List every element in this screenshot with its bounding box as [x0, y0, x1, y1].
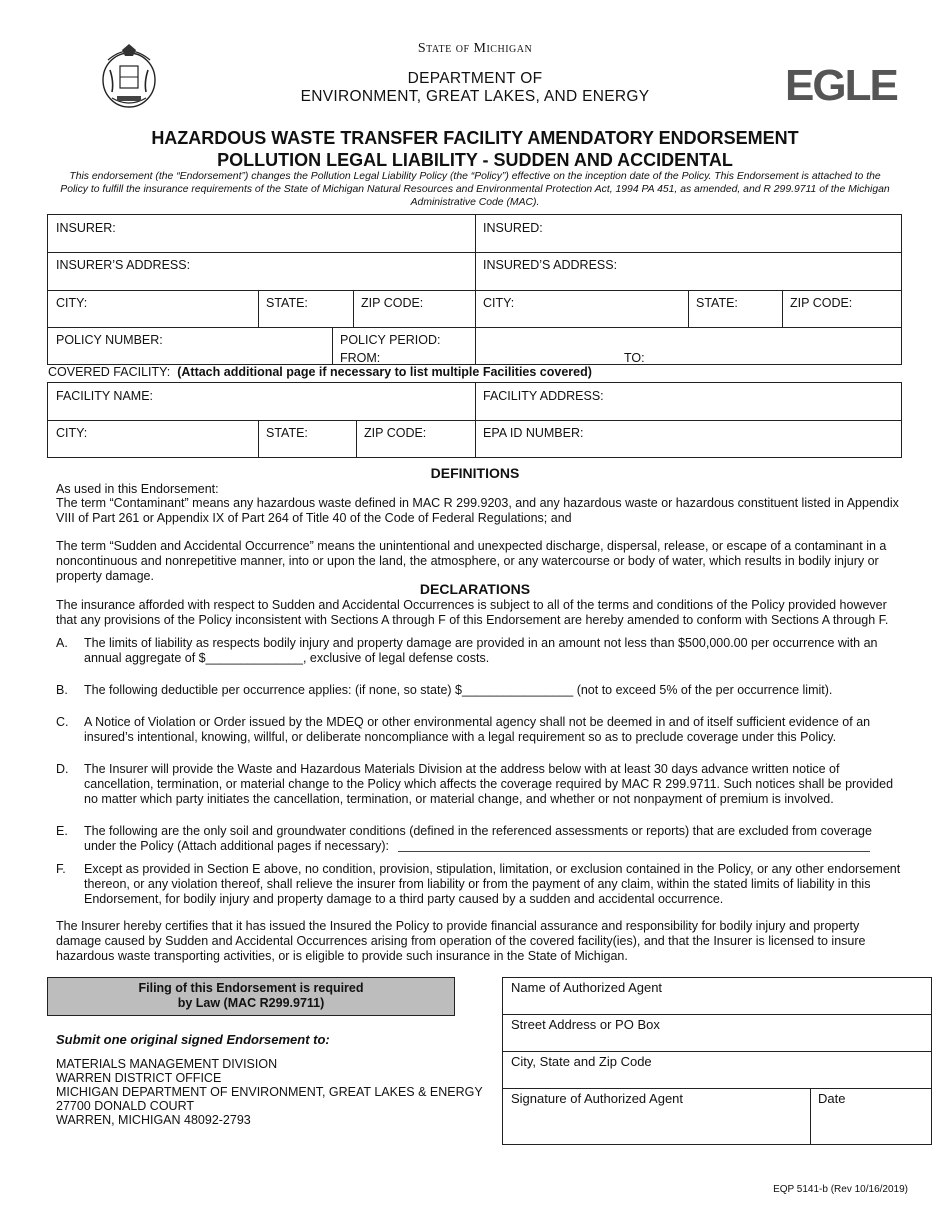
definition-occurrence: The term “Sudden and Accidental Occurrence” means the unintentional and unexpected discharge, dispersal, release, or escape of a contaminant in a noncontinuous and nonrepetitive manner, into or upon the land, the atmosphere, or any watercourse or body of water, which results in bodily injury or property damage. — [56, 539, 887, 583]
facility-table — [47, 382, 902, 458]
declaration-item-e: E. The following are the only soil and groundwater conditions (defined in the referenced assessments or reports) that are excluded from coverage under the Policy (Attach additional pages if necessary): — [56, 824, 872, 853]
declaration-item-d: D. The Insurer will provide the Waste and Hazardous Materials Division at the address below with at least 30 days advance written notice of cancellation, termination, or material change to the Policy which affects the coverage required by MAC R 299.9711. Such notices shall be provided no matter which party initiates the cancellation, termination, or material change, and whether or not nonpayment of premium is involved. — [56, 762, 894, 806]
policy-to-field[interactable]: TO: — [624, 351, 645, 365]
insurer-field[interactable]: INSURER: — [56, 221, 116, 235]
facility-state-field[interactable]: STATE: — [266, 426, 308, 440]
department-line-1: DEPARTMENT OF — [407, 70, 543, 87]
declaration-item-f: F. Except as provided in Section E above, no condition, provision, stipulation, limitation, or exclusion contained in the Policy, or any other endorsement thereon, or any violation thereof, shall relieve the insurer from liability or from the payment of any claim, within the stated limits of liability in this Endorsement, for bodily injury and property damage to a third party caused by a sudden and accidental occurrence. — [56, 862, 901, 906]
epa-id-field[interactable]: EPA ID NUMBER: — [483, 426, 584, 440]
insured-state-field[interactable]: STATE: — [696, 296, 738, 310]
policy-number-field[interactable]: POLICY NUMBER: — [56, 333, 163, 347]
insurer-insured-table — [47, 214, 902, 365]
agent-signature-field[interactable]: Signature of Authorized Agent — [511, 1091, 684, 1106]
form-id: EQP 5141-b (Rev 10/16/2019) — [773, 1184, 908, 1195]
state-of-michigan: State of Michigan — [417, 41, 533, 56]
declaration-item-b: B. The following deductible per occurrence applies: (if none, so state) $________________ (not to exceed 5% of the per occurrence limit). — [56, 683, 833, 697]
filing-required-box — [47, 977, 455, 1016]
certification-paragraph: The Insurer hereby certifies that it has issued the Insured the Policy to provide financial assurance and responsibility for bodily injury and property damage caused by Sudden and Accidental Occurrences arising from operation of the covered facility(ies), and that the Insurer is licensed to insure hazardous waste transporting activities, or is eligible to provide such insurance in the State of Michigan. — [56, 919, 866, 963]
insured-address-field[interactable]: INSURED’S ADDRESS: — [483, 258, 618, 272]
address-line: MATERIALS MANAGEMENT DIVISION — [56, 1057, 278, 1071]
address-line: 27700 DONALD COURT — [56, 1099, 195, 1113]
facility-zip-field[interactable]: ZIP CODE: — [364, 426, 427, 440]
insurer-address-field[interactable]: INSURER’S ADDRESS: — [56, 258, 191, 272]
insured-zip-field[interactable]: ZIP CODE: — [790, 296, 853, 310]
address-line: MICHIGAN DEPARTMENT OF ENVIRONMENT, GREAT LAKES & ENERGY — [56, 1085, 483, 1099]
covered-facility-label: COVERED FACILITY: (Attach additional page if necessary to list multiple Facilities covered) — [48, 365, 592, 379]
facility-name-field[interactable]: FACILITY NAME: — [56, 389, 154, 403]
insurer-city-field[interactable]: CITY: — [56, 296, 88, 310]
excluded-conditions-blank[interactable] — [398, 851, 870, 852]
policy-from-field[interactable]: FROM: — [340, 351, 381, 365]
filing-line-1: Filing of this Endorsement is required — [138, 981, 364, 995]
facility-city-field[interactable]: CITY: — [56, 426, 88, 440]
definition-contaminant: The term “Contaminant” means any hazardous waste defined in MAC R 299.9203, and any hazardous waste or hazardous constituent listed in Appendix VIII of Part 261 or Appendix IX of Part 264 of Title 40 of the Code of Federal Regulations; and — [56, 496, 899, 525]
definitions-lead: As used in this Endorsement: — [56, 482, 219, 496]
definitions-heading: DEFINITIONS — [430, 465, 520, 481]
insured-field[interactable]: INSURED: — [483, 221, 543, 235]
declarations-heading: DECLARATIONS — [419, 581, 531, 597]
filing-line-2: by Law (MAC R299.9711) — [177, 996, 325, 1010]
declarations-lead: The insurance afforded with respect to Sudden and Accidental Occurrences is subject to all of the terms and conditions of the Policy provided however that any provisions of the Policy inconsistent with Sections A through F of this Endorsement are hereby amended to conform with Sections A through F. — [56, 598, 889, 627]
address-line: WARREN DISTRICT OFFICE — [56, 1071, 222, 1085]
form-title-line-2: POLLUTION LEGAL LIABILITY - SUDDEN AND ACCIDENTAL — [217, 150, 733, 170]
agent-street-field[interactable]: Street Address or PO Box — [511, 1017, 660, 1032]
declaration-item-a: A. The limits of liability as respects bodily injury and property damage are provided in an amount not less than $500,000.00 per occurrence with an annual aggregate of $______________, exclusive of legal defense costs. — [56, 636, 878, 665]
egle-logo-text: EGLE — [785, 64, 897, 104]
authorized-agent-table — [502, 977, 932, 1145]
policy-period-label: POLICY PERIOD: — [340, 333, 441, 347]
department-line-2: ENVIRONMENT, GREAT LAKES, AND ENERGY — [300, 88, 650, 105]
declaration-item-c: C. A Notice of Violation or Order issued by the MDEQ or other environmental agency shall not be deemed in and of itself sufficient evidence of an insured’s intentional, knowing, willful, or deliberate noncompliance with a legal requirement so as to preclude coverage under this Policy. — [56, 715, 871, 744]
address-line: WARREN, MICHIGAN 48092-2793 — [56, 1113, 251, 1127]
insured-city-field[interactable]: CITY: — [483, 296, 515, 310]
egle-logo — [785, 64, 913, 104]
submit-title: Submit one original signed Endorsement to: — [56, 1032, 330, 1047]
insurer-state-field[interactable]: STATE: — [266, 296, 308, 310]
agent-city-state-zip-field[interactable]: City, State and Zip Code — [511, 1054, 652, 1069]
agent-date-field[interactable]: Date — [818, 1091, 846, 1106]
intro-paragraph: This endorsement (the “Endorsement”) changes the Pollution Legal Liability Policy (the “Policy”) effective on the inception date of the Policy. This Endorsement is attached to the Policy to fulfill the insurance requirements of the State of Michigan Natural Resources and Environmental Protection Act, 1994 PA 451, as amended, and R 299.9711 of the Michigan Administrative Code (MAC). — [60, 171, 890, 208]
facility-address-field[interactable]: FACILITY ADDRESS: — [483, 389, 604, 403]
form-title-line-1: HAZARDOUS WASTE TRANSFER FACILITY AMENDATORY ENDORSEMENT — [151, 128, 799, 148]
insurer-zip-field[interactable]: ZIP CODE: — [361, 296, 424, 310]
agent-name-field[interactable]: Name of Authorized Agent — [511, 980, 663, 995]
